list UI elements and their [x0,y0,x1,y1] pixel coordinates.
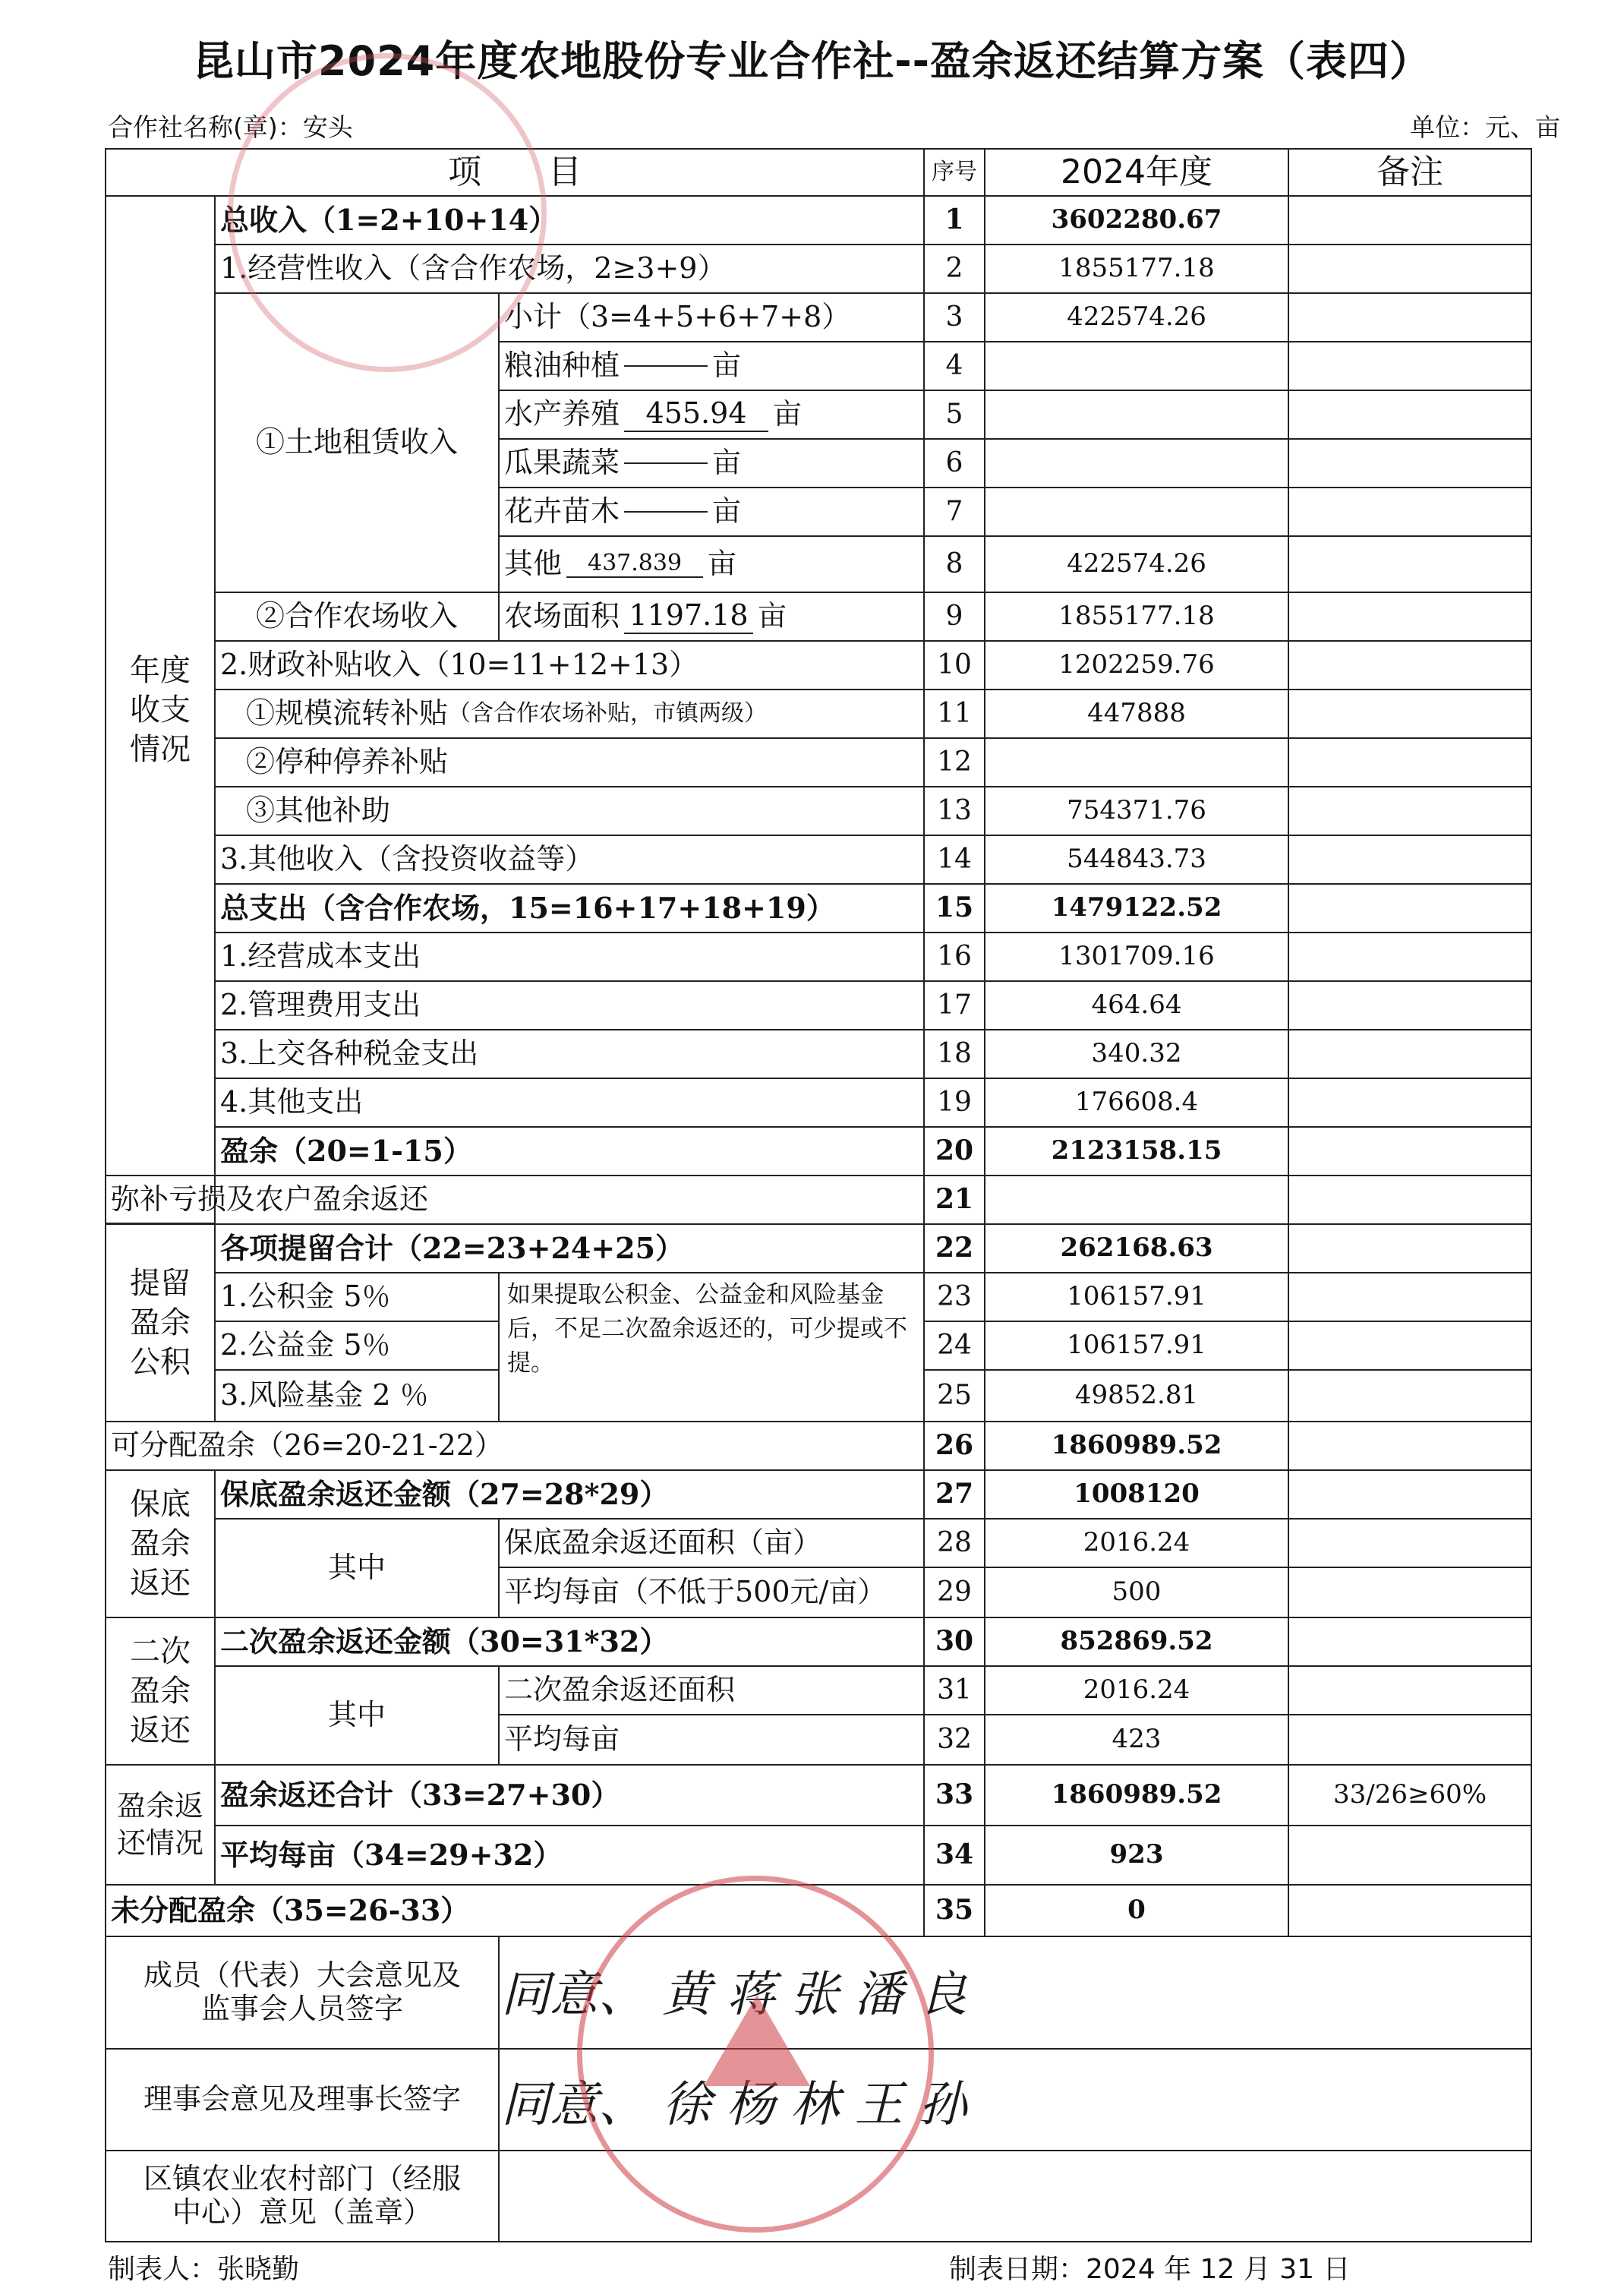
row-5-seq: 5 [923,390,985,440]
row-9-remark [1288,592,1532,642]
row-8-seq: 8 [923,535,985,593]
reserve-note-cell [498,1272,925,1422]
row-2-value: 1855177.18 [984,244,1289,294]
row-20-remark [1288,1126,1532,1176]
row-5-remark [1288,390,1532,440]
row-14-seq: 14 [923,835,985,885]
row-33-seq: 33 [923,1764,985,1826]
row-16-label: 1.经营成本支出 [214,932,925,982]
row-19-label: 4.其他支出 [214,1078,925,1128]
row-28-value: 2016.24 [984,1518,1289,1568]
row-19-value: 176608.4 [984,1078,1289,1128]
row-31-label: 二次盈余返还面积 [498,1665,925,1715]
reserve-note: 如果提取公积金、公益金和风险基金后，不足二次盈余返还的，可少提或不提。 [507,1281,907,1377]
group-annual: 年度 收支 情况 [105,195,216,1224]
row-7-remark [1288,487,1532,537]
row-32-value: 423 [984,1714,1289,1766]
row-2-seq: 2 [923,244,985,294]
row-3-remark [1288,292,1532,342]
row-11-label-small: （含合作农场补贴，市镇两级） [448,699,768,727]
row-29-seq: 29 [923,1567,985,1618]
row-12-value [984,737,1289,787]
row-3-label: 小计（3=4+5+6+7+8） [498,292,925,342]
row-32-seq: 32 [923,1714,985,1766]
row-27-value: 1008120 [984,1469,1289,1520]
prepared-date: 制表日期：2024 年 12 月 31 日 [949,2254,1351,2285]
row-10-value: 1202259.76 [984,640,1289,690]
row-11-seq: 11 [923,689,985,739]
row-23-value: 106157.91 [984,1272,1289,1322]
village-committee-seal [577,1876,934,2233]
row-32-remark [1288,1714,1532,1766]
row-27-label: 保底盈余返还金额（27=28*29） [214,1469,925,1520]
among-label-second: 其中 [214,1665,500,1766]
row-26-remark [1288,1421,1532,1471]
row-17-value: 464.64 [984,980,1289,1030]
row-26-seq: 26 [923,1421,985,1471]
row-4-label: 粮油种植 亩 [498,341,925,391]
row-20-label: 盈余（20=1-15） [214,1126,925,1176]
row-21-value [984,1175,1289,1225]
row-29-label: 平均每亩（不低于500元/亩） [498,1567,925,1618]
row-15-label: 总支出（含合作农场，15=16+17+18+19） [214,883,925,933]
row-28-label: 保底盈余返还面积（亩） [498,1518,925,1568]
group-coop-farm: ②合作农场收入 [214,592,500,642]
row-7-label: 花卉苗木 亩 [498,487,925,537]
row-16-remark [1288,932,1532,982]
group-guarantee: 保底 盈余 返还 [105,1469,216,1618]
coop-name-label: 合作社名称(章)： [108,112,303,142]
row-2-label: 1.经营性收入（含合作农场，2≥3+9） [214,244,925,294]
preparer: 制表人：张晓勤 [108,2254,300,2285]
row-22-remark [1288,1223,1532,1273]
board-opinion-label: 理事会意见及理事长签字 [105,2048,500,2151]
row-13-remark [1288,786,1532,836]
row-21-remark [1288,1175,1532,1225]
row-7-value [984,487,1289,537]
cooperative-seal [228,53,547,372]
row-11-remark [1288,689,1532,739]
row-1-remark [1288,195,1532,245]
row-26-label: 可分配盈余（26=20-21-22） [105,1421,925,1471]
row-14-remark [1288,835,1532,885]
row-25-remark [1288,1369,1532,1422]
row-35-label: 未分配盈余（35=26-33） [105,1884,925,1937]
row-3-value: 422574.26 [984,292,1289,342]
members-opinion-label: 成员（代表）大会意见及 监事会人员签字 [105,1936,500,2050]
among-label-guarantee: 其中 [214,1518,500,1618]
row-7-fill [624,511,708,513]
row-31-value: 2016.24 [984,1665,1289,1715]
row-14-value: 544843.73 [984,835,1289,885]
row-31-remark [1288,1665,1532,1715]
row-4-fill [624,365,708,367]
row-33-remark: 33/26≥60% [1288,1764,1532,1826]
row-3-seq: 3 [923,292,985,342]
row-30-remark [1288,1617,1532,1667]
row-4-seq: 4 [923,341,985,391]
row-8-fill: 437.839 [566,551,703,579]
coop-name-value: 安头 [302,112,353,142]
row-20-seq: 20 [923,1126,985,1176]
row-15-value: 1479122.52 [984,883,1289,933]
row-6-remark [1288,438,1532,488]
row-8-label: 其他 437.839 亩 [498,535,925,593]
row-11-label: ①规模流转补贴 （含合作农场补贴，市镇两级） [214,689,925,739]
row-34-remark [1288,1825,1532,1886]
page-title: 昆山市2024年度农地股份专业合作社--盈余返还结算方案（表四） [192,37,1432,85]
row-14-label: 3.其他收入（含投资收益等） [214,835,925,885]
row-11-value: 447888 [984,689,1289,739]
row-22-seq: 22 [923,1223,985,1273]
header-item: 项 目 [105,148,925,197]
row-8-remark [1288,535,1532,593]
row-5-label: 水产养殖 455.94 亩 [498,390,925,440]
row-13-value: 754371.76 [984,786,1289,836]
seal-star-icon [704,1995,810,2086]
row-12-seq: 12 [923,737,985,787]
row-25-label: 3.风险基金 2 ％ [214,1369,500,1422]
row-24-seq: 24 [923,1321,985,1371]
row-6-value [984,438,1289,488]
members-signature: 同意、 黄 蒋 张 潘 良 [501,1967,967,2023]
row-35-remark [1288,1884,1532,1937]
row-4-value [984,341,1289,391]
row-30-value: 852869.52 [984,1617,1289,1667]
row-24-remark [1288,1321,1532,1371]
row-18-seq: 18 [923,1029,985,1079]
row-17-label: 2.管理费用支出 [214,980,925,1030]
board-signature: 同意、 徐 杨 林 王 孙 [501,2077,967,2133]
header-seq: 序号 [923,148,985,197]
group-refund-status: 盈余返 还情况 [105,1764,216,1886]
row-32-label: 平均每亩 [498,1714,925,1766]
row-35-value: 0 [984,1884,1289,1937]
row-23-remark [1288,1272,1532,1322]
row-18-value: 340.32 [984,1029,1289,1079]
row-34-seq: 34 [923,1825,985,1886]
row-16-seq: 16 [923,932,985,982]
row-28-remark [1288,1518,1532,1568]
row-24-value: 106157.91 [984,1321,1289,1371]
row-30-seq: 30 [923,1617,985,1667]
row-12-remark [1288,737,1532,787]
row-34-value: 923 [984,1825,1289,1886]
row-2-remark [1288,244,1532,294]
row-27-seq: 27 [923,1469,985,1520]
row-21-seq: 21 [923,1175,985,1225]
row-15-remark [1288,883,1532,933]
row-23-seq: 23 [923,1272,985,1322]
row-10-remark [1288,640,1532,690]
row-34-label: 平均每亩（34=29+32） [214,1825,925,1886]
row-9-value: 1855177.18 [984,592,1289,642]
row-25-seq: 25 [923,1369,985,1422]
row-26-value: 1860989.52 [984,1421,1289,1471]
unit-label: 单位：元、亩 [1410,112,1560,142]
row-1-seq: 1 [923,195,985,245]
row-16-value: 1301709.16 [984,932,1289,982]
row-15-seq: 15 [923,883,985,933]
row-10-seq: 10 [923,640,985,690]
row-6-seq: 6 [923,438,985,488]
row-9-label: 农场面积 1197.18 亩 [498,592,925,642]
header-remark: 备注 [1288,148,1532,197]
row-23-label: 1.公积金 5％ [214,1272,500,1322]
row-22-label: 各项提留合计（22=23+24+25） [214,1223,925,1273]
row-31-seq: 31 [923,1665,985,1715]
row-19-seq: 19 [923,1078,985,1128]
row-17-remark [1288,980,1532,1030]
row-7-seq: 7 [923,487,985,537]
row-9-fill: 1197.18 [624,599,753,634]
row-6-fill [624,462,708,464]
row-33-label: 盈余返还合计（33=27+30） [214,1764,925,1826]
row-24-label: 2.公益金 5％ [214,1321,500,1371]
header-year: 2024年度 [984,148,1289,197]
row-18-remark [1288,1029,1532,1079]
row-8-value: 422574.26 [984,535,1289,593]
row-35-seq: 35 [923,1884,985,1937]
row-4-remark [1288,341,1532,391]
row-33-value: 1860989.52 [984,1764,1289,1826]
row-18-label: 3.上交各种税金支出 [214,1029,925,1079]
dept-opinion-label: 区镇农业农村部门（经服 中心）意见（盖章） [105,2150,500,2242]
group-second: 二次 盈余 返还 [105,1617,216,1766]
row-1-label: 总收入（1=2+10+14） [214,195,925,245]
row-19-remark [1288,1078,1532,1128]
row-20-value: 2123158.15 [984,1126,1289,1176]
row-6-label: 瓜果蔬菜 亩 [498,438,925,488]
row-17-seq: 17 [923,980,985,1030]
row-27-remark [1288,1469,1532,1520]
row-9-seq: 9 [923,592,985,642]
row-5-fill: 455.94 [624,397,768,432]
row-25-value: 49852.81 [984,1369,1289,1422]
row-1-value: 3602280.67 [984,195,1289,245]
row-29-value: 500 [984,1567,1289,1618]
row-29-remark [1288,1567,1532,1618]
row-30-label: 二次盈余返还金额（30=31*32） [214,1617,925,1667]
row-10-label: 2.财政补贴收入（10=11+12+13） [214,640,925,690]
row-13-label: ③其他补助 [214,786,925,836]
row-12-label: ②停种停养补贴 [214,737,925,787]
row-28-seq: 28 [923,1518,985,1568]
row-22-value: 262168.63 [984,1223,1289,1273]
group-land-rent: ①土地租赁收入 [214,292,500,593]
row-21-label: 弥补亏损及农户盈余返还 [105,1175,925,1225]
row-5-value [984,390,1289,440]
row-13-seq: 13 [923,786,985,836]
group-reserve: 提留 盈余 公积 [105,1223,216,1422]
